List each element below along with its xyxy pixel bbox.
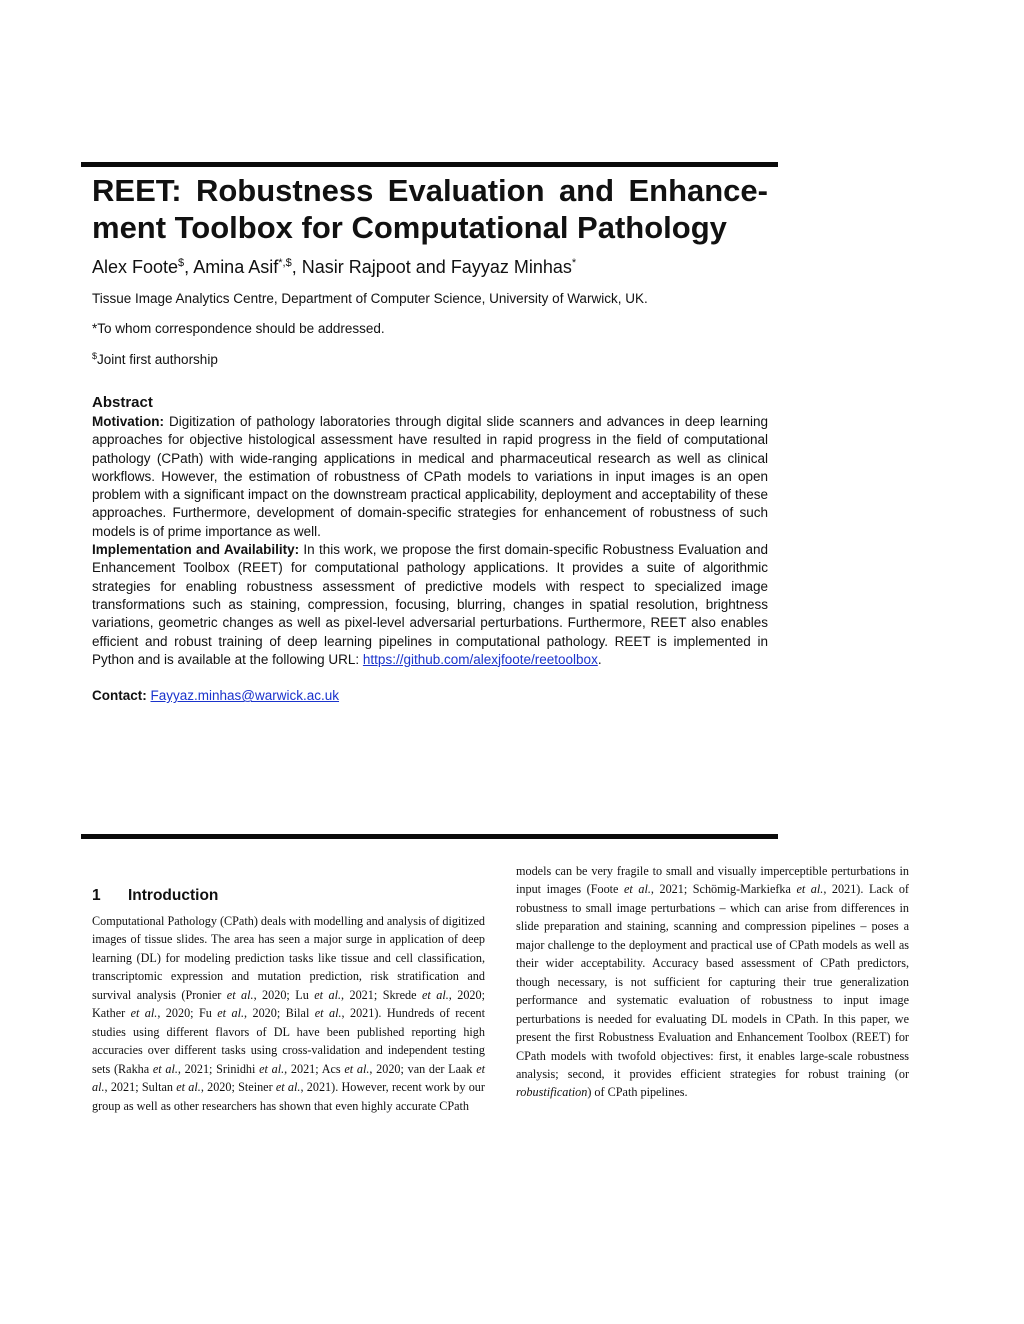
section-number: 1 (92, 887, 101, 904)
abstract-implementation: Implementation and Availability: In this work, we propose the first domain-specific Robustness Evaluation and Enhancement Toolbox (REET) for computational pathology applications. It provides a suite of algorithmic strategies for enabling robustness assessment of predictive models with respect to specialized image transformations such as staining, compression, focusing, blurring, changes in spatial resolution, brightness variations, geometric changes as well as pixel-level adversarial perturbations. Furthermore, REET also enables efficient and robust training of deep learning pipelines in computational pathology. REET is implemented in Python and is available at the following URL: https://github.com/alexjfoote/reetoolbox. (92, 542, 768, 667)
italic-run: et al. (314, 1006, 342, 1021)
text-run: , 2020; Kather (92, 987, 485, 1021)
author-name: Amina Asif (193, 257, 279, 277)
text-run: , 2020; Bilal (244, 1006, 315, 1021)
text-run: , 2020; Fu (157, 1006, 218, 1021)
contact-label: Contact: (92, 688, 147, 704)
abstract-motivation: Motivation: Digitization of pathology laboratories through digital slide scanners and advances in deep learning approaches for objective histological assessment have resulted in rapid progress in the field of computational pathology (CPath) with wide-ranging applications in medical and pharmaceutical research as well as clinical workflows. However, the estimation of robustness of CPath models to variations in input images is an open problem with a significant impact on the downstream practical applicability, deployment and acceptability of these approaches. Furthermore, development of domain-specific strategies for enhancement of robustness of such models is of prime importance as well. (92, 414, 768, 539)
section-heading-introduction (92, 886, 218, 906)
joint-authorship-note: $Joint first authorship (92, 351, 218, 367)
motivation-label: Motivation: (92, 414, 164, 429)
text-run: , 2021). Hundreds of recent studies using different flavors of DL have been published reporting high accuracies over different tasks using cross-validation and independent testing sets (Rakha (92, 1006, 486, 1076)
italic-run: et al. (796, 882, 824, 897)
italic-run: robustification (516, 1085, 588, 1100)
author-name: Fayyaz Minhas (450, 257, 572, 277)
italic-run: et al. (314, 987, 341, 1002)
italic-run: et al. (344, 1061, 370, 1076)
author-name: Nasir Rajpoot (301, 257, 411, 277)
section-title: Introduction (128, 887, 219, 904)
text-run: , 2021; Srinidhi (177, 1061, 260, 1076)
text-run: Computational Pathology (CPath) deals with modelling and analysis of digitized images of tissue slides. The area has seen a major surge in application of deep learning (DL) for modeling prediction tasks like tissue and cell classification, transcriptomic expression and mutation prediction, risk stratification and survival analysis (Pronier (92, 914, 485, 1002)
joint-mark: $ (92, 351, 98, 361)
text-run: , 2021). However, recent work by our group as well as other researchers has shown that even highly accurate CPath (92, 1080, 485, 1113)
contact-email-link[interactable]: Fayyaz.minhas@warwick.ac.uk (150, 688, 340, 704)
text-run: models can be very fragile to small and visually imperceptible perturbations in input images (Foote (516, 864, 909, 897)
author-mark: $ (178, 257, 185, 269)
author-mark: *,$ (278, 257, 292, 269)
intro-paragraph-right (516, 862, 909, 1102)
affiliation: Tissue Image Analytics Centre, Department of Computer Science, University of Warwick, UK. (92, 291, 648, 306)
intro-column-left (92, 912, 485, 1115)
text-run: , 2020; Steiner (200, 1080, 276, 1095)
top-rule (81, 162, 778, 167)
title-line-2: ment Toolbox for Computational Pathology (92, 210, 727, 245)
intro-paragraph-left (92, 912, 485, 1115)
text-run: , 2020; Lu (253, 987, 315, 1002)
author-list: Alex Foote$, Amina Asif*,$, Nasir Rajpoot and Fayyaz Minhas* (92, 257, 577, 277)
section-rule (81, 834, 778, 839)
title-line-1: REET: Robustness Evaluation and Enhance- (92, 173, 768, 208)
paper-title (92, 172, 768, 246)
author-mark: * (571, 257, 577, 269)
text-run: ) of CPath pipelines. (587, 1085, 688, 1100)
correspondence-note: *To whom correspondence should be addressed. (92, 321, 385, 336)
italic-run: et al. (176, 1080, 201, 1095)
intro-column-right (516, 862, 909, 1102)
text-run: , 2020; van der Laak (369, 1061, 477, 1076)
italic-run: et al. (421, 987, 449, 1002)
italic-run: et al. (217, 1006, 245, 1021)
repo-link[interactable]: https://github.com/alexjfoote/reetoolbox (362, 651, 598, 667)
italic-run: et al. (624, 882, 651, 897)
italic-run: et al. (152, 1061, 178, 1076)
author-name: Alex Foote (92, 257, 179, 277)
text-run: , 2021). Lack of robustness to small image perturbations – which can arise from differences in slide preparation and staining, scanning and compression pipelines – poses a major challenge to the deployment and practical use of CPath models as well as their wider acceptability. Accuracy based assessment of CPath predictors, though necessary, is not sufficient for capturing their true generalization performance and systematic evaluation of robustness to input image perturbations is needed for evaluating DL models in CPath. In this paper, we present the first Robustness Evaluation and Enhancement Toolbox (REET) for CPath models with twofold objectives: first, it enables large-scale robustness analysis; second, it provides efficient strategies for robust training (or (516, 882, 909, 1081)
abstract-section (92, 393, 768, 705)
text-run: , 2021; Acs (284, 1061, 345, 1076)
italic-run: et al. (259, 1061, 285, 1076)
italic-run: et al. (130, 1006, 158, 1021)
text-run: , 2021; Skrede (341, 987, 422, 1002)
implementation-label: Implementation and Availability: (92, 542, 300, 558)
italic-run: et al. (226, 987, 254, 1002)
text-run: , 2021; Sultan (104, 1080, 177, 1095)
italic-run: et al. (275, 1080, 301, 1095)
text-run: , 2021; Schömig-Markiefka (650, 882, 797, 897)
contact-line (92, 687, 768, 705)
italic-run: et al. (92, 1061, 486, 1095)
abstract-heading: Abstract (92, 394, 153, 411)
